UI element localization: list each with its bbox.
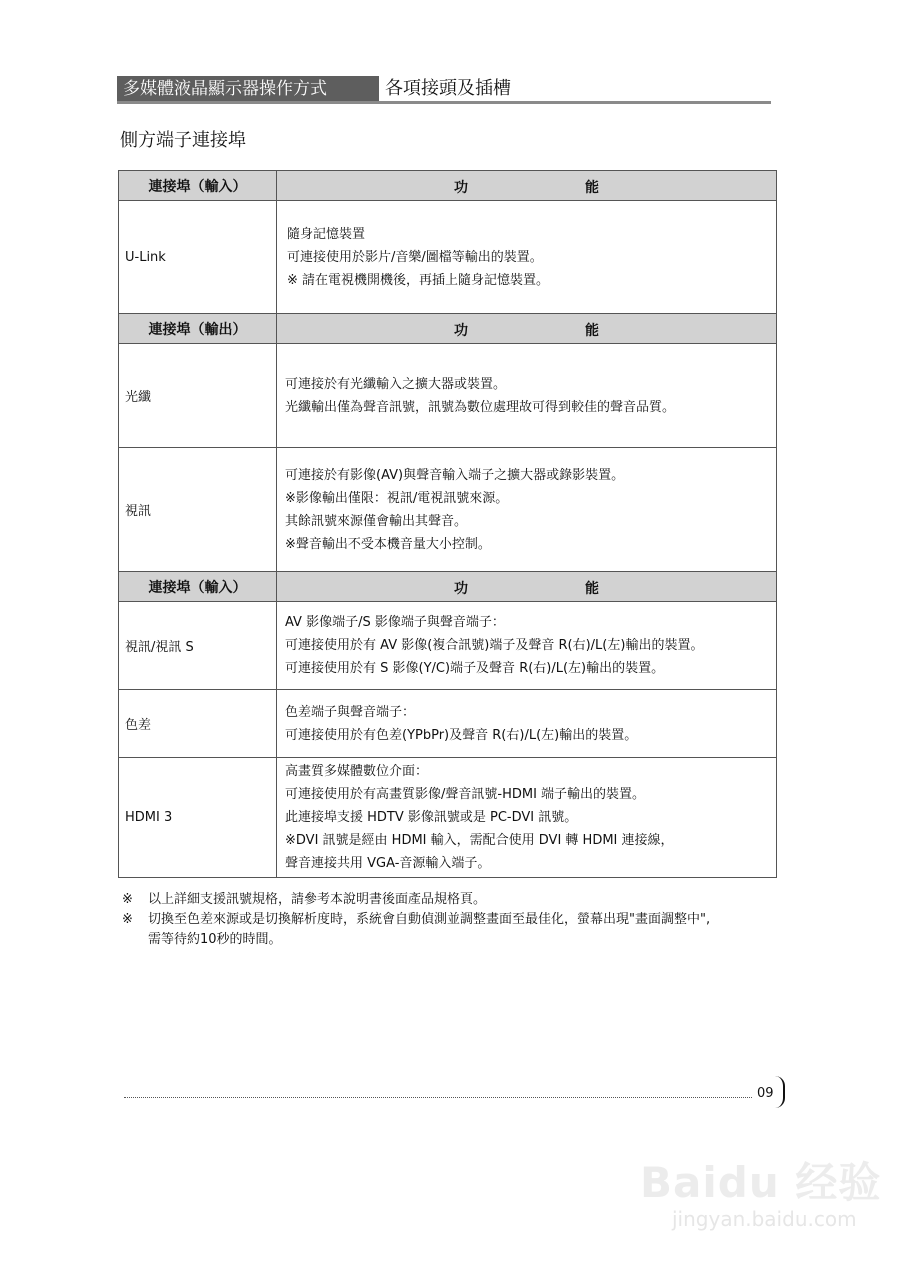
header-function	[277, 314, 777, 344]
note-mark	[122, 930, 148, 950]
footnote	[122, 890, 710, 910]
port-function	[277, 758, 777, 878]
header-func-b: 能	[585, 323, 599, 339]
port-name: 色差	[119, 690, 277, 758]
port-function	[277, 344, 777, 448]
port-name: HDMI 3	[119, 758, 277, 878]
function-line: 色差端子與聲音端子：	[285, 704, 416, 720]
port-function	[277, 602, 777, 690]
function-line: 可連接於有影像(AV)與聲音輸入端子之擴大器或錄影裝置。	[285, 467, 625, 483]
function-line: 可連接使用於有高畫質影像/聲音訊號-HDMI 端子輸出的裝置。	[285, 787, 646, 802]
footer-dotted-rule	[124, 1097, 752, 1098]
chapter-title: 多媒體液晶顯示器操作方式	[117, 76, 379, 102]
function-line: ※聲音輸出不受本機音量大小控制。	[285, 536, 491, 552]
header-func-b: 能	[585, 581, 599, 597]
function-line: 此連接埠支援 HDTV 影像訊號或是 PC-DVI 訊號。	[285, 810, 578, 825]
note-text: 切換至色差來源或是切換解析度時，系統會自動偵測並調整畫面至最佳化，螢幕出現"畫面調整中",	[148, 912, 711, 927]
note-text: 以上詳細支援訊號規格，請參考本說明書後面產品規格頁。	[148, 892, 487, 907]
note-mark: ※	[122, 912, 133, 927]
header-rule	[117, 101, 771, 104]
port-function	[277, 690, 777, 758]
function-line: 可連接使用於影片/音樂/圖檔等輸出的裝置。	[287, 249, 543, 265]
header-func-b: 能	[585, 180, 599, 196]
function-line: 光纖輸出僅為聲音訊號，訊號為數位處理故可得到較佳的聲音品質。	[285, 399, 676, 415]
function-line: AV 影像端子/S 影像端子與聲音端子：	[285, 615, 505, 630]
table-row	[119, 201, 777, 314]
header-port: 連接埠（輸入）	[119, 572, 277, 602]
note-text: 需等待約10秒的時間。	[148, 932, 282, 947]
port-function	[277, 448, 777, 572]
function-line: 聲音連接共用 VGA-音源輸入端子。	[285, 856, 491, 871]
port-name: U-Link	[119, 201, 277, 314]
page-number: 09	[757, 1086, 774, 1101]
footnotes	[122, 890, 710, 950]
header-func-a: 功	[454, 180, 468, 196]
header-func-a: 功	[454, 581, 468, 597]
table-row	[119, 602, 777, 690]
table-header-row	[119, 171, 777, 201]
function-line: 可連接使用於有色差(YPbPr)及聲音 R(右)/L(左)輸出的裝置。	[285, 727, 638, 743]
function-line: 可連接於有光纖輸入之擴大器或裝置。	[285, 376, 507, 392]
section-title: 各項接頭及插槽	[385, 78, 511, 99]
function-line: 可連接使用於有 AV 影像(複合訊號)端子及聲音 R(右)/L(左)輸出的裝置。	[285, 638, 704, 653]
footnote	[122, 930, 710, 950]
header-port: 連接埠（輸入）	[119, 171, 277, 201]
port-name: 光纖	[119, 344, 277, 448]
header-func-a: 功	[454, 323, 468, 339]
header-port: 連接埠（輸出）	[119, 314, 277, 344]
page-bracket-icon	[775, 1076, 785, 1108]
watermark-logo: Baidu 经验	[640, 1158, 882, 1207]
function-line: 其餘訊號來源僅會輸出其聲音。	[285, 513, 468, 529]
port-name: 視訊/視訊 S	[119, 602, 277, 690]
ports-table	[118, 170, 777, 878]
table-header-row	[119, 572, 777, 602]
table-header-row	[119, 314, 777, 344]
table-row	[119, 758, 777, 878]
table-row	[119, 344, 777, 448]
function-line: 高畫質多媒體數位介面：	[285, 764, 429, 779]
port-function	[277, 201, 777, 314]
function-line: ※DVI 訊號是經由 HDMI 輸入，需配合使用 DVI 轉 HDMI 連接線，	[285, 833, 674, 848]
function-line: 可連接使用於有 S 影像(Y/C)端子及聲音 R(右)/L(左)輸出的裝置。	[285, 661, 665, 676]
function-line: ※ 請在電視機開機後，再插上隨身記憶裝置。	[287, 272, 550, 288]
table-row	[119, 448, 777, 572]
footnote	[122, 910, 710, 930]
port-name: 視訊	[119, 448, 277, 572]
page-title: 側方端子連接埠	[120, 130, 246, 151]
header-function	[277, 572, 777, 602]
function-line: ※影像輸出僅限：視訊/電視訊號來源。	[285, 490, 509, 506]
table-row	[119, 690, 777, 758]
header-function	[277, 171, 777, 201]
watermark-url: jingyan.baidu.com	[672, 1207, 857, 1231]
note-mark: ※	[122, 892, 133, 907]
function-line: 隨身記憶裝置	[287, 226, 366, 242]
